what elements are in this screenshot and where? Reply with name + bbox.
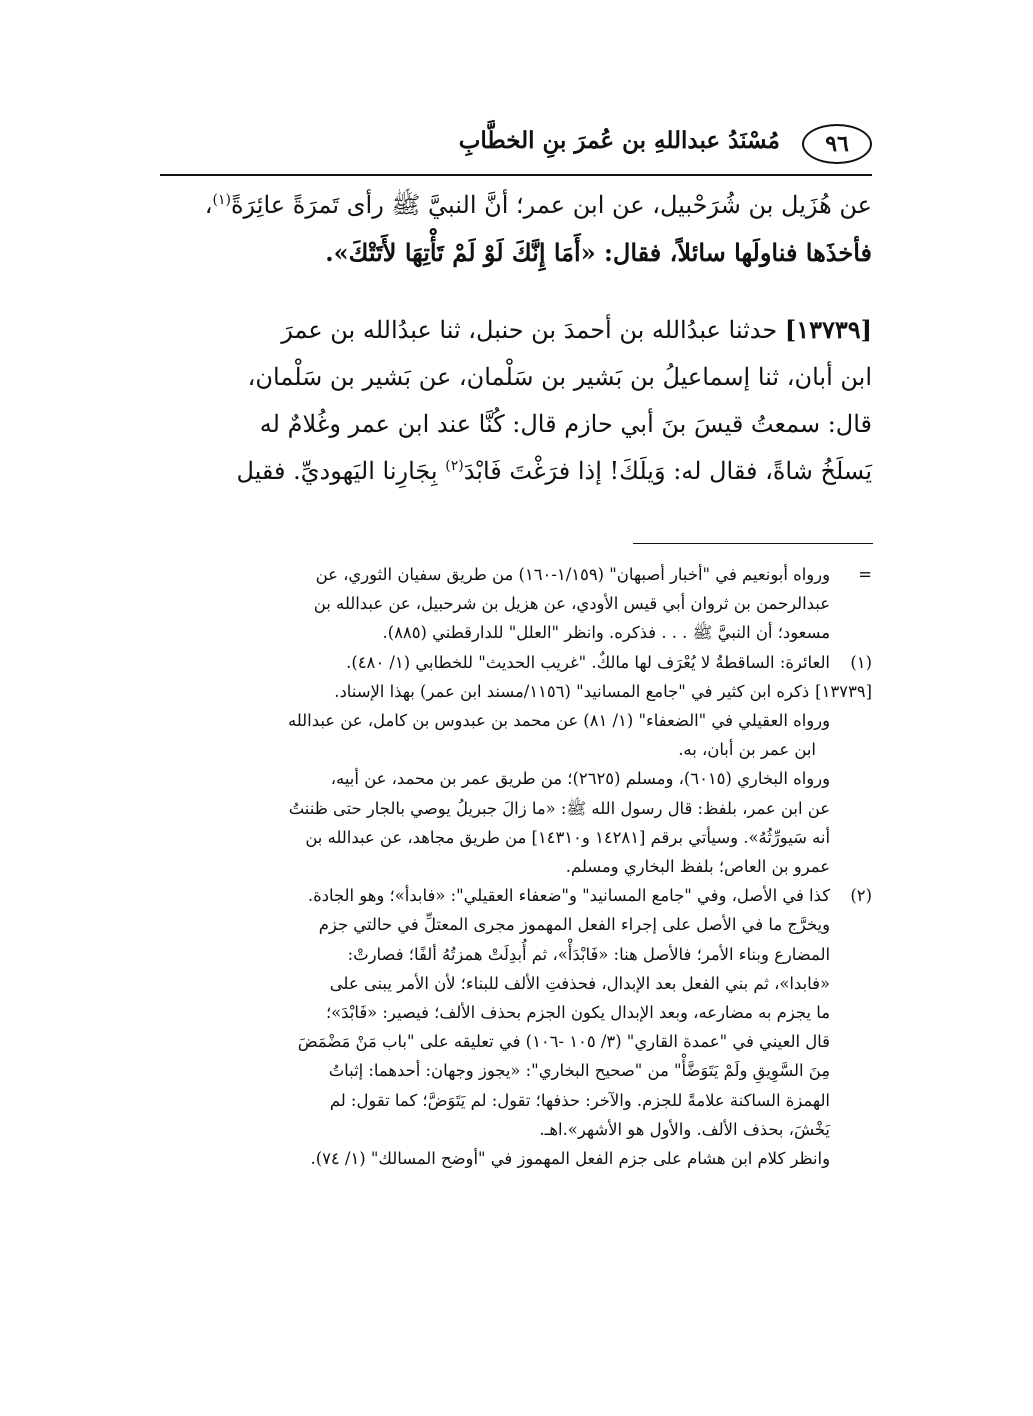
footnote-line: الهمزة الساكنة علامةً للجزم. والآخر: حذفها؛ تقول: لم يَتَوَضَّ؛ كما تقول: لم bbox=[329, 1090, 830, 1110]
footnote-line: «فابدا»، ثم بني الفعل بعد الإبدال، فحذفتِ الألف للبناء؛ لأن الأمر يبنى على bbox=[329, 973, 830, 993]
footnotes bbox=[160, 560, 872, 1173]
page-title: مُسْنَدُ عبداللهِ بن عُمرَ بنِ الخطَّابِ bbox=[458, 127, 780, 154]
paragraph-line: [١٣٧٣٩] حدثنا عبدُالله بن أحمدَ بن حنبل، ثنا عبدُالله بن عمرَ bbox=[281, 315, 872, 344]
footnote-line: ورواه البخاري (٦٠١٥)، ومسلم (٢٦٢٥)؛ من طريق عمر بن محمد، عن أبيه، bbox=[330, 769, 830, 789]
footnote-mark: (٢) bbox=[850, 886, 872, 906]
paragraph-line: ابن أبان، ثنا إسماعيلُ بن بَشير بن سَلْمان، عن بَشير بن سَلْمان، bbox=[247, 363, 872, 391]
footnote-line: وانظر كلام ابن هشام على جزم الفعل المهموز في "أوضح المسالك" (١/ ٧٤). bbox=[310, 1149, 830, 1169]
continuation-mark: = bbox=[858, 565, 872, 584]
footnote-ref-1[interactable]: (١) bbox=[212, 192, 231, 208]
footnote-line: ما يجزم به مضارعه، وبعد الإبدال يكون الجزم بحذف الألف؛ فيصير: «فَابْدَ»؛ bbox=[325, 1003, 830, 1023]
running-header bbox=[160, 120, 872, 170]
footnote-line: أنه سَيورِّثُهُ». وسيأتي برقم [١٤٢٨١ و١٤٣١٠] من طريق مجاهد، عن عبدالله بن bbox=[305, 827, 830, 847]
footnote-hadith-body bbox=[160, 706, 872, 881]
paragraph-line: عن هُزَيل بن شُرَحْبيل، عن ابن عمر؛ أنَّ النبيَّ ﷺ رأى تَمرَةً عائِرَةً$^{(١)}$، bbox=[204, 191, 872, 219]
footnote-line: كذا في الأصل، وفي "جامع المسانيد" و"ضعفاء العقيلي": «فابدأ»؛ وهو الجادة. bbox=[307, 886, 830, 906]
paragraph-line: قال: سمعتُ قيسَ بنَ أبي حازم قال: كُنَّا عند ابن عمر وغُلامٌ له bbox=[259, 410, 872, 438]
footnote-line: مسعود؛ أن النبيَّ ﷺ . . . فذكره. وانظر "العلل" للدارقطني (٨٨٥). bbox=[382, 623, 830, 643]
footnote-divider bbox=[633, 543, 873, 544]
header-divider bbox=[160, 174, 872, 176]
footnote-line: ذكره ابن كثير في "جامع المسانيد" (١١٥٦/مسند ابن عمر) بهذا الإسناد. bbox=[334, 681, 810, 701]
footnote-line: ابن عمر بن أبان، به. bbox=[678, 740, 816, 760]
footnote-line: قال العيني في "عمدة القاري" (٣/ ١٠٥ -١٠٦) في تعليقه على "باب مَنْ مَضْمَضَ bbox=[297, 1032, 830, 1052]
main-text bbox=[160, 182, 872, 495]
footnote-ref-2[interactable]: (٢) bbox=[445, 458, 464, 474]
footnote-1 bbox=[160, 648, 872, 677]
paragraph-line: فأخذَها فناولَها سائلاً، فقال: «أَمَا إِنَّكَ لَوْ لَمْ تَأْتِهَا لأَتَتْكَ». bbox=[325, 238, 872, 267]
hadith-number: [١٣٧٣٩] bbox=[784, 315, 872, 344]
footnote-line: عن ابن عمر، بلفظ: قال رسول الله ﷺ: «ما زالَ جبريلُ يوصي بالجار حتى ظننتُ bbox=[288, 798, 830, 818]
footnote-line: ورواه أبونعيم في "أخبار أصبهان" (١/١٥٩-١٦٠) من طريق سفيان الثوري، عن bbox=[315, 565, 830, 584]
footnote-mark: (١) bbox=[850, 652, 872, 672]
footnote-line: ويخرَّج ما في الأصل على إجراء الفعل المهموز مجرى المعتلِّ في حالتي جزم bbox=[318, 915, 830, 935]
footnote-line: المضارع وبناء الأمر؛ فالأصل هنا: «فَابْدَأْ»، ثم أُبدِلَتْ همزتُهُ ألفًا؛ فصارتْ: bbox=[347, 944, 830, 964]
footnote-continuation bbox=[160, 560, 872, 648]
paragraph-line: يَسلَخُ شاةً، فقال له: وَيلَكَ! إذا فرَغْتَ فَابْدَ$^{(٢)}$ بِجَارِنا اليَهوديِّ. فقيل bbox=[236, 457, 872, 485]
footnote-line: يَخْشَ، بحذف الألف. والأول هو الأشهر».اهـ. bbox=[539, 1119, 830, 1139]
footnote-line: مِنَ السَّوِيقِ ولَمْ يَتَوَضَّأْ" من "صحيح البخاري": «يجوز وجهان: أحدهما: إثباتُ bbox=[328, 1061, 830, 1081]
footnote-line: ورواه العقيلي في "الضعفاء" (١/ ٨١) عن محمد بن عبدوس بن كامل، عن عبدالله bbox=[287, 711, 830, 731]
footnote-line: العائرة: الساقطةُ لا يُعْرَف لها مالكٌ. "غريب الحديث" للخطابي (١/ ٤٨٠). bbox=[346, 652, 830, 672]
footnote-2 bbox=[160, 881, 872, 1173]
footnote-hadith bbox=[160, 677, 872, 706]
footnote-line: عبدالرحمن بن ثروان أبي قيس الأودي، عن هزيل بن شرحبيل، عن عبدالله بن bbox=[313, 594, 830, 614]
page-number: ٩٦ bbox=[802, 124, 872, 164]
footnote-mark: [١٣٧٣٩] bbox=[815, 681, 872, 701]
footnote-line: عمرو بن العاص؛ بلفظ البخاري ومسلم. bbox=[565, 857, 830, 877]
